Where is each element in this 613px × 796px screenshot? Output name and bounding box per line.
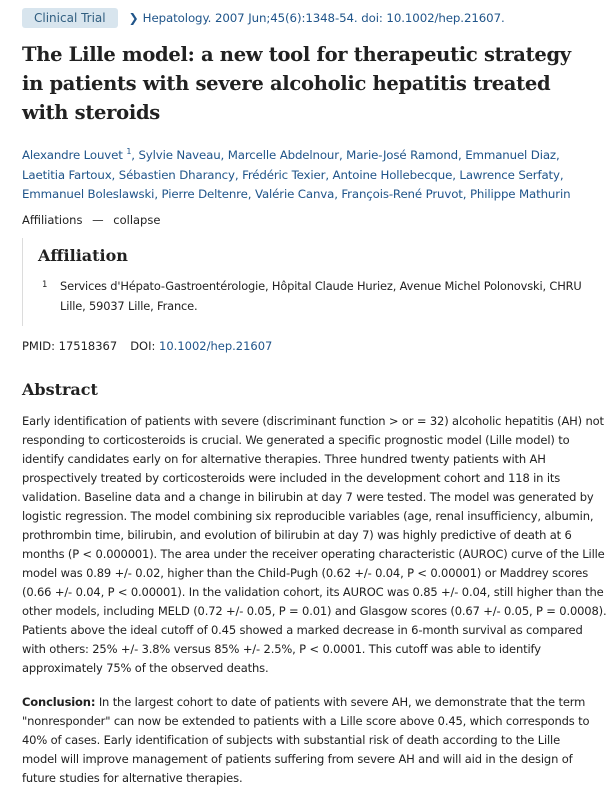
publication-type-badge[interactable]: Clinical Trial (22, 8, 118, 28)
author-link[interactable]: Emmanuel Diaz (465, 148, 556, 162)
affiliation-number: 1 (42, 280, 48, 290)
conclusion-label: Conclusion: (22, 695, 96, 709)
author-link[interactable]: Valérie Canva (254, 187, 335, 201)
chevron-right-icon: ❯ (128, 11, 139, 25)
affiliation-panel (22, 238, 598, 326)
affiliation-text: Services d'Hépato-Gastroentérologie, Hôpital Claude Huriez, Avenue Michel Polonovski, CHRU Lille, 59037 Lille, France. (60, 279, 582, 313)
author-link[interactable]: Philippe Mathurin (469, 187, 571, 201)
author-link[interactable]: Pierre Deltenre (161, 187, 248, 201)
journal-citation[interactable]: Hepatology. 2007 Jun;45(6):1348-54. doi: 10.1002/hep.21607. (142, 11, 505, 25)
abstract-text: Early identification of patients with severe (discriminant function > or = 32) alcoholic hepatitis (AH) not responding to corticosteroids is crucial. We generated a specific prognostic model (Lille model) to identify candidates early on for alternative therapies. Three hundred twenty patients with AH prospectively treated by corticosteroids were included in the development cohort and 118 in its validation. Baseline data and a change in bilirubin at day 7 were tested. The model was generated by logistic regression. The model combining six reproducible variables (age, renal insufficiency, albumin, prothrombin time, bilirubin, and evolution of bilirubin at day 7) was highly predictive of death at 6 months (P < 0.000001). The area under the receiver operating characteristic (AUROC) curve of the Lille model was 0.89 +/- 0.02, higher than the Child-Pugh (0.62 +/- 0.04, P < 0.00001) or Maddrey scores (0.66 +/- 0.04, P < 0.00001). In the validation cohort, its AUROC was 0.85 +/- 0.04, still higher than the other models, including MELD (0.72 +/- 0.05, P = 0.01) and Glasgow scores (0.67 +/- 0.05, P = 0.0008). Patients above the ideal cutoff of 0.45 showed a marked decrease in 6-month survival as compared with others: 25% +/- 3.8% versus 85% +/- 2.5%, P < 0.0001. This cutoff was able to identify approximately 75% of the observed deaths. (22, 414, 607, 675)
author-link[interactable]: Laetitia Fartoux (22, 167, 112, 182)
affiliation-heading: Affiliation (38, 246, 128, 265)
affiliations-label: Affiliations (22, 213, 83, 227)
doi-label: DOI: (130, 339, 156, 353)
affiliations-toggle (22, 213, 160, 227)
authors-list: Alexandre Louvet $^1$, Sylvie Naveau, Marcelle Abdelnour, Marie-José Ramond, Emmanuel Diaz, Laetitia Fartoux, Sébastien Dharancy, Frédéric Texier, Antoine Hollebecque, Lawrence Serfaty, Emmanuel Boleslawski, Pierre Deltenre, Valérie Canva, François-René Pruvot, Philippe Mathurin (22, 147, 571, 201)
author-link[interactable]: Lawrence Serfaty (459, 167, 560, 182)
abstract-conclusion (22, 693, 597, 788)
abstract-heading: Abstract (22, 380, 98, 399)
author-affiliation-ref[interactable]: 1 (126, 147, 132, 157)
article-identifiers (22, 339, 272, 353)
author-link[interactable]: Sébastien Dharancy (118, 167, 235, 182)
author-link[interactable]: François-René Pruvot (341, 187, 463, 201)
author-link[interactable]: Marcelle Abdelnour (227, 148, 339, 162)
author-link[interactable]: Marie-José Ramond (346, 148, 459, 162)
author-link[interactable]: Antoine Hollebecque (332, 167, 453, 182)
author-link[interactable]: Frédéric Texier (242, 167, 326, 182)
author-link[interactable]: Sylvie Naveau (138, 148, 221, 162)
doi-link[interactable]: 10.1002/hep.21607 (159, 339, 273, 353)
conclusion-text: In the largest cohort to date of patients with severe AH, we demonstrate that the term "nonresponder" can now be extended to patients with a Lille score above 0.45, which corresponds to 40% of cases. Early identification of subjects with substantial risk of death according to the Lille model will improve management of patients suffering from severe AH and will aid in the design of future studies for alternative therapies. (22, 695, 590, 785)
author-link[interactable]: Alexandre Louvet (22, 148, 123, 162)
affiliations-separator: — (92, 213, 104, 227)
collapse-button[interactable]: collapse (113, 213, 161, 227)
article-title: The Lille model: a new tool for therapeutic strategy in patients with severe alcoholic hepatitis treated with steroids (22, 43, 571, 124)
author-link[interactable]: Emmanuel Boleslawski (22, 187, 155, 201)
citation-bar (22, 8, 505, 28)
pmid-value: 17518367 (58, 339, 118, 353)
pmid-label: PMID: (22, 339, 55, 353)
